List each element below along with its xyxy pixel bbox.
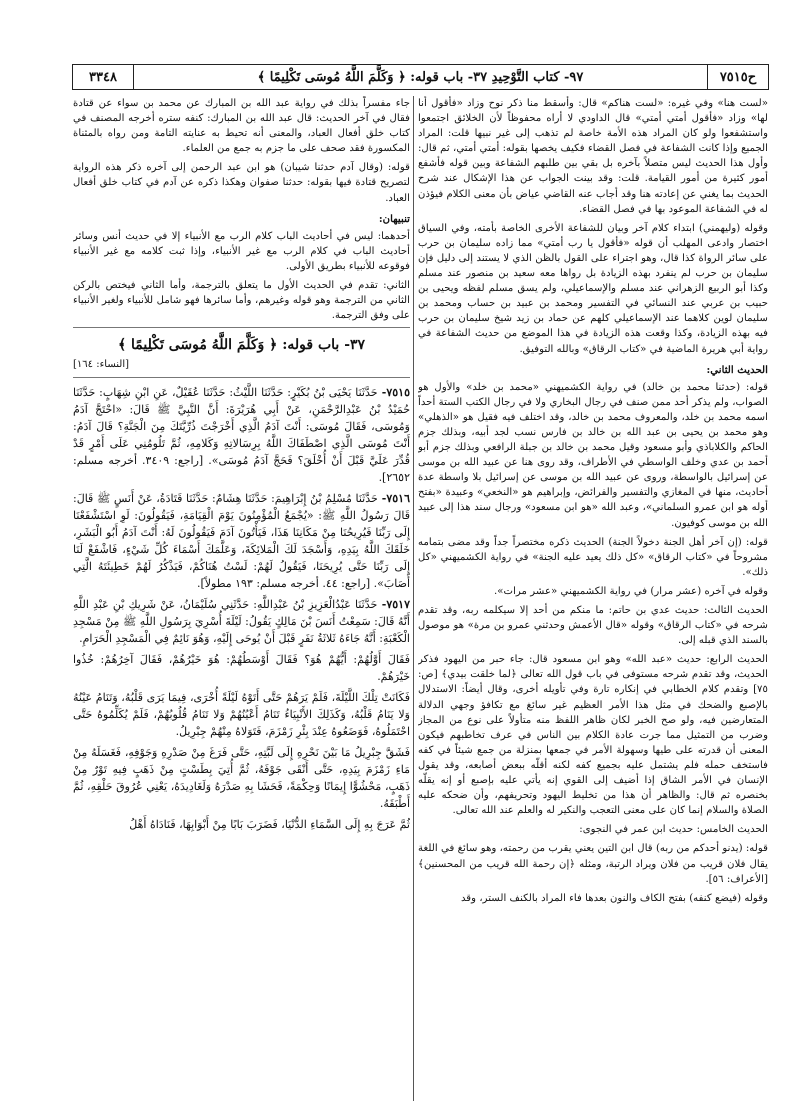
paragraph: وقوله في آخره (عشر مرار) في رواية الكشميهني «عشر مرات». xyxy=(494,585,768,597)
section-divider xyxy=(73,377,410,378)
paragraph: قوله: (وقال آدم حدثنا شيبان) هو ابن عبد الرحمن إلى آخره ذكر هذه الرواية لتصريح قتادة فيها بقوله: حدثنا صفوان وهكذا ذكره عن آدم في كتاب خلق أفعال العباد. xyxy=(73,162,410,204)
paragraph: الحديث الرابع: حديث «عبد الله» وهو ابن مسعود قال: جاء حبر من اليهود فذكر الحديث، وقد تقدم شرحه مستوفى في باب قول الله تعالى ﴿لما خلقت بيدي﴾ [ص: ٧٥] وتقدم كلام الخطابي في إنكاره تارة وفي تأويله أخرى، وقال أيضاً: الاستدلال بالإصبع والضحك في مثل هذا الأمر العظيم غير سائغ مع تكافؤ وجهي الدلالة المتعارضين فيه، ولو صح الخبر لكان ظاهر اللفظ منه متأولاً على نوع من المجاز وضرب من التمثيل مما جرت عادة الكلام بين الناس في عرف تخاطبهم فيكون المعنى أن قدرته على طيها وسهولة الأمر في جمعها بمنزلة من جمع شيئاً في كفه فاستخف حمله فلم يشتمل عليه بجميع كفه لكنه أقلّه ببعض أصابعه، وقد يقول الإنسان في الأمر الشاق إذا أضيف إلى القوي إنه يأتي عليه بإصبع أو إنه يقلّه بخنصره ثم قال: والظاهر أن هذا من تخليط اليهود وتحريفهم، وأن ضحكه عليه الصلاة والسلام إنما كان على معنى التعجب والنكير له والعلم عند الله تعالى. xyxy=(418,654,768,817)
hadith-text xyxy=(73,490,410,592)
hadith-body: فَكَانَتْ تِلْكَ اللَّيْلَةَ، فَلَمْ يَرَهُمْ حَتَّى أَتَوْهُ لَيْلَةً أُخْرَى، فِيمَا يَرَى قَلْبُهُ، وَتَنَامُ عَيْنُهُ وَلا يَنَامُ قَلْبُهُ، وَكَذَلِكَ الأَنْبِيَاءُ تَنَامُ أَعْيُنُهُمْ وَلا تَنَامُ قُلُوبُهُمْ، فَلَمْ يُكَلِّمُوهُ حَتَّى احْتَمَلُوهُ، فَوَضَعُوهُ عِنْدَ بِئْرِ زَمْزَمَ، فَتَوَلاهُ مِنْهُمْ جِبْرِيلُ. xyxy=(73,690,410,738)
paragraph: الحديث الخامس: حديث ابن عمر في النجوى: xyxy=(579,824,768,836)
page-number: ٣٣٤٨ xyxy=(73,65,134,89)
hadith-text xyxy=(73,816,410,833)
paragraph: الثاني: تقدم في الحديث الأول ما يتعلق بالترجمة، وأما الثاني فيختص بالركن الثاني من الترجمة وهو قوله وغيرهم، وأما سائرها فهو شامل للأنبياء ولغير الأنبياء على وفق الترجمة. xyxy=(73,280,410,322)
paragraph: قوله: (حدثنا محمد بن خالد) في رواية الكشميهني «محمد بن خلد» والأول هو الصواب، ولم يذكر أحد ممن صنف في رجال البخاري ولا في رجال الكتب الستة أحداً اسمه محمد بن خلد، والمعروف محمد بن خالد، وقد اختلف فيه فقيل هو «الذهلي» وهو محمد بن يحيى بن عبد الله بن خالد بن فارس نسب لجد أبيه، وبذلك جزم الحاكم والكلاباذي وأبو مسعود وقيل محمد بن خالد بن جبلة الرافعي وبذلك جزم أبو أحمد بن عدي وخلف الواسطي في الأطراف، وقد روى هنا عن عبيد الله بن موسى عن إسرائيل بالواسطة، وروى عن عبيد الله بن موسى عن إسرائيل بلا واسطة عدة أحاديث، منها في المغازي والتفسير والفرائض، وإبراهيم هو «النخعي» وعبيدة «بفتح أوله هو ابن عمرو السلماني»، وعبد الله «هو ابن مسعود» ورجال سند هذا إلى عبيد الله بن موسى كوفيون. xyxy=(418,381,768,529)
hadith-text xyxy=(73,689,410,740)
hadith-body: ثُمَّ عَرَجَ بِهِ إِلَى السَّمَاءِ الدُّنْيَا، فَضَرَبَ بَابًا مِنْ أَبْوَابِهَا، فَنَادَاهُ أَهْلُ xyxy=(129,817,410,831)
section-divider xyxy=(73,327,410,328)
paragraph: وقوله (وليهمني) ابتداء كلام آخر وبيان للشفاعة الأخرى الخاصة بأمته، وفي السياق اختصار وادعى المهلب أن قوله «فأقول يا رب أمتي» مما زاده سليمان بن حرب على سائر الرواة كذا قال، وهو اجتراء على القول بالظن الذي لا يستند إلى دليل فإن سليمان بن حرب لم ينفرد بهذه الزيادة بل رواها معه سعيد بن منصور عند مسلم وكذا أبو الربيع الزهراني عند مسلم والإسماعيلي، ولم يسق مسلم لفظه ويحيى بن حبيب بن عربي عند النسائي في التفسير ومحمد بن عبيد بن حساب ومحمد بن سليمان لوين كلاهما عند الإسماعيلي كلهم عن حماد بن زيد شيخ سليمان بن حرب فيه بهذه الزيادة، وكذا وقعت هذه الزيادة في هذا الموضع من حديث الشفاعة في رواية أبي هريرة الماضية في «كتاب الرقاق» وبالله التوفيق. xyxy=(418,222,768,355)
hadith-body: حَدَّثَنَا عَبْدُالْعَزِيزِ بْنُ عَبْدِاللَّهِ: حَدَّثَنِي سُلَيْمَانُ، عَنْ شَرِيكِ بْنِ عَبْدِ اللَّهِ أَنَّهُ قَالَ: سَمِعْتُ أَنَسَ بْنَ مَالِكٍ يَقُولُ: لَيْلَةَ أُسْرِيَ بِرَسُولِ اللَّهِ ﷺ مِنْ مَسْجِدِ الْكَعْبَةِ: أَنَّهُ جَاءَهُ ثَلاثَةُ نَفَرٍ قَبْلَ أَنْ يُوحَى إِلَيْهِ، وَهُوَ نَائِمٌ فِي الْمَسْجِدِ الْحَرَامِ. xyxy=(73,597,410,645)
hadith-list xyxy=(73,384,410,833)
chapter-heading: ٣٧- باب قوله: ﴿ وَكَلَّمَ اللَّهُ مُوسَى تَكْلِيمًا ﴾ xyxy=(117,337,366,354)
commentary-continuation xyxy=(73,96,410,323)
subheading: الحديث الثاني: xyxy=(706,363,768,376)
hadith-text xyxy=(73,596,410,647)
paragraph: قوله: (يدنو أحدكم من ربه) قال ابن التين يعني يقرب من رحمته، وهو سائغ في اللغة يقال فلان قريب من فلان ويراد الرتبة، ومثله ﴿إن رحمة الله قريب من المحسنين﴾ [الأعراف: ٥٦]. xyxy=(418,843,768,885)
hadith-body: فَشَقَّ جِبْرِيلُ مَا بَيْنَ نَحْرِهِ إِلَى لَبَّتِهِ، حَتَّى فَرَغَ مِنْ صَدْرِهِ وَجَوْفِهِ، فَغَسَلَهُ مِنْ مَاءِ زَمْزَمَ بِيَدِهِ، حَتَّى أَنْقَى جَوْفَهُ، ثُمَّ أُتِيَ بِطَسْتٍ مِنْ ذَهَبٍ فِيهِ تَوْرٌ مِنْ ذَهَبٍ، مَحْشُوًّا إِيمَانًا وَحِكْمَةً، فَحَشَا بِهِ صَدْرَهُ وَلَغَادِيدَهُ، يَعْنِي عُرُوقَ حَلْقِهِ، ثُمَّ أَطْبَقَهُ. xyxy=(73,745,410,810)
hadith-body: حَدَّثَنَا يَحْيَى بْنُ بُكَيْرٍ: حَدَّثَنَا اللَّيْثُ: حَدَّثَنَا عُقَيْلٌ، عَنِ ابْنِ شِهَابٍ: حَدَّثَنَا حُمَيْدُ بْنُ عَبْدِالرَّحْمَنِ، عَنْ أَبِي هُرَيْرَةَ: أَنَّ النَّبِيَّ ﷺ قَالَ: «احْتَجَّ آدَمُ وَمُوسَى، فَقَالَ مُوسَى: أَنْتَ آدَمُ الَّذِي أَخْرَجْتَ ذُرِّيَّتَكَ مِنَ الْجَنَّةِ؟ قَالَ آدَمُ: أَنْتَ مُوسَى الَّذِي اصْطَفَاكَ اللَّهُ بِرِسَالاتِهِ وَكَلامِهِ، ثُمَّ تَلُومُنِي عَلَى أَمْرٍ قَدْ قُدِّرَ عَلَيَّ قَبْلَ أَنْ أُخْلَقَ؟ فَحَجَّ آدَمُ مُوسَى». [راجع: ٣٤٠٩. أخرجه مسلم: ٢٦٥٢]. xyxy=(73,385,410,484)
hadith-number: ٧٥١٧- xyxy=(377,597,410,611)
hadith-body: حَدَّثَنَا مُسْلِمُ بْنُ إِبْرَاهِيمَ: حَدَّثَنَا هِشَامٌ: حَدَّثَنَا قَتَادَةُ، عَنْ أَنَسٍ ﷺ قَالَ: قَالَ رَسُولُ اللَّهِ ﷺ: «يُجْمَعُ الْمُؤْمِنُونَ يَوْمَ الْقِيَامَةِ، فَيَقُولُونَ: لَوِ اسْتَشْفَعْنَا إِلَى رَبِّنَا فَيُرِيحُنَا مِنْ مَكَانِنَا هَذَا، فَيَأْتُونَ آدَمَ فَيَقُولُونَ لَهُ: أَنْتَ آدَمُ أَبُو الْبَشَرِ، خَلَقَكَ اللَّهُ بِيَدِهِ، وَأَسْجَدَ لَكَ الْمَلائِكَةَ، وَعَلَّمَكَ أَسْمَاءَ كُلِّ شَيْءٍ، فَاشْفَعْ لَنَا إِلَى رَبِّنَا حَتَّى يُرِيحَنَا، فَيَقُولُ لَهُمْ: لَسْتُ هُنَاكُمْ، فَيَذْكُرُ لَهُمْ خَطِيئَتَهُ الَّتِي أَصَابَ». [راجع: ٤٤. أخرجه مسلم: ١٩٣ مطولاً]. xyxy=(73,491,410,590)
paragraph: وقوله (فيضع كنفه) بفتح الكاف والنون بعدها فاء المراد بالكنف الستر، وقد xyxy=(460,892,768,904)
hadith-text xyxy=(73,744,410,812)
paragraph: أحدهما: ليس في أحاديث الباب كلام الرب مع الأنبياء إلا في حديث أنس وسائر أحاديث الباب في كلام الرب مع غير الأنبياء، وإذا ثبت كلامه مع غير الأنبياء فوقوعه للأنبياء بطريق الأولى. xyxy=(73,230,410,272)
running-title: ٩٧- كتاب التَّوْحِيدِ ٣٧- باب قوله: ﴿ وَكَلَّمَ اللَّهُ مُوسَى تَكْلِيمًا ﴾ xyxy=(257,69,584,85)
hadith-range: ح٧٥١٥ xyxy=(707,65,768,89)
hadith-number: ٧٥١٥- xyxy=(377,385,410,399)
paragraph: جاء مفسراً بذلك في رواية عبد الله بن المبارك عن محمد بن سواء عن قتادة فقال في آخر الحديث: قال عبد الله بن المبارك: كنفه ستره أخرجه المصنف في كتاب خلق أفعال العباد، والمعنى أنه تحيط به عنايته التامة ومن رواه بالمثناة المكسورة فقد صحف على ما جزم به جمع من العلماء. xyxy=(73,98,410,155)
paragraph: «لست هنا» وفي غيره: «لست هناكم» قال: وأسقط منا ذكر نوح وزاد «فأقول أنا لها» وزاد «فأقول أمتي أمتي» قال الداودي لا أراه محفوظاً لأن الخلائق اجتمعوا واستشفعوا ولو كان المراد هذه الأمة خاصة لم تذهب إلى غير نبيها قلت: المراد الجميع وإذا كانت الشفاعة في فصل القضاء فكيف يخصها بقوله: أمتي أمتي، ثم قال: وأول هذا الحديث ليس متصلاً بآخره بل بقي بين طلبهم الشفاعة وبين قوله فأشفع أمور كثيرة من أمور القيامة. قلت: وقد بينت الجواب عن هذا الإشكال عند شرح الحديث بما يغني عن إعادته هنا وقد أجاب عنه القاضي عياض بأن معنى الكلام فيؤذن له في الشفاعة الموعود بها في فصل القضاء. xyxy=(418,98,768,215)
page-header xyxy=(72,64,769,90)
paragraph: الحديث الثالث: حديث عدي بن حاتم: ما منكم من أحد إلا سيكلمه ربه، وقد تقدم شرحه في «كتاب الرقاق» وقوله «قال الأعمش وحدثني عمرو بن مرة» هو موصول بالسند الذي قبله إلى. xyxy=(418,605,768,647)
hadith-text xyxy=(73,384,410,486)
main-column-left xyxy=(73,96,410,1106)
subheading: تنبيهان: xyxy=(378,212,410,225)
hadith-text xyxy=(73,651,410,685)
column-divider xyxy=(413,96,414,1101)
hadith-body: فَقَالَ أَوَّلُهُمْ: أَيُّهُمْ هُوَ؟ فَقَالَ أَوْسَطُهُمْ: هُوَ خَيْرُهُمْ، فَقَالَ آخِرُهُمْ: خُذُوا خَيْرَهُمْ. xyxy=(73,652,410,683)
paragraph: قوله: (إن آخر أهل الجنة دخولاً الجنة) الحديث ذكره مختصراً جداً وقد مضى بتمامه مشروحاً في «كتاب الرقاق» «كل ذلك يعيد عليه الجنة» في رواية الكشميهني «كل ذلك». xyxy=(418,536,768,578)
quran-reference: [النساء: ١٦٤] xyxy=(73,359,129,371)
hadith-number: ٧٥١٦- xyxy=(377,491,410,505)
commentary-column-right xyxy=(418,96,768,1106)
